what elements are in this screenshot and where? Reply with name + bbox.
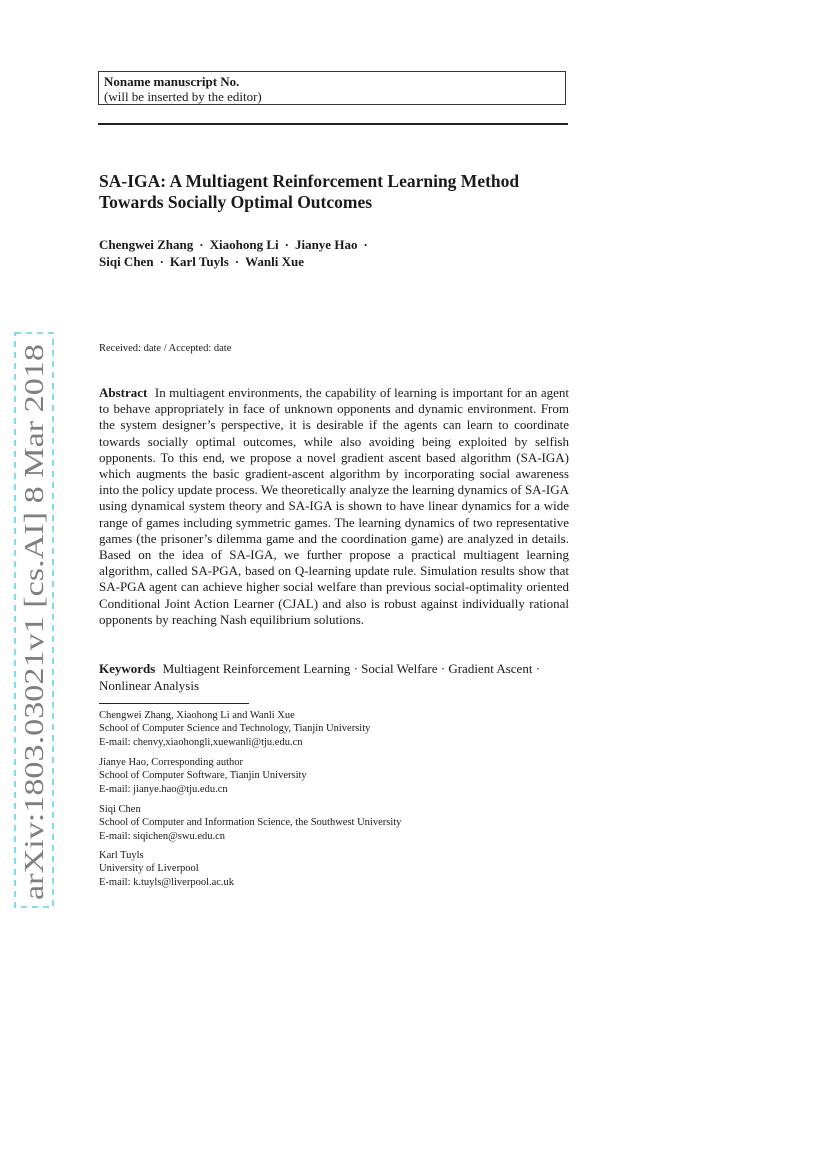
keyword: Social Welfare — [361, 661, 438, 676]
affiliation-institution: School of Computer Science and Technology, Tianjin University — [99, 723, 371, 735]
author-name: Wanli Xue — [245, 254, 305, 269]
affiliation-block — [99, 709, 569, 749]
header-rule — [98, 123, 568, 125]
author-name: Xiaohong Li — [209, 237, 279, 252]
author-separator: · — [234, 254, 240, 269]
keyword-separator: · — [440, 661, 446, 676]
affiliation-email: E-mail: chenvy,xiaohongli,xuewanli@tju.edu.cn — [99, 736, 303, 748]
arxiv-stamp-graphic — [12, 330, 56, 910]
affiliation-names: Chengwei Zhang, Xiaohong Li and Wanli Xue — [99, 710, 295, 721]
manuscript-number-label: Noname manuscript No. — [104, 74, 240, 89]
keyword-separator: · — [535, 661, 541, 676]
arxiv-stamp — [12, 330, 56, 910]
affiliation-email: E-mail: jianye.hao@tju.edu.cn — [99, 783, 228, 795]
affiliation-institution: University of Liverpool — [99, 863, 199, 875]
affiliation-names: Jianye Hao, Corresponding author — [99, 757, 244, 768]
author-separator: · — [159, 254, 164, 269]
author-name: Karl Tuyls — [169, 254, 229, 269]
affiliation-block — [99, 849, 569, 889]
abstract-text: In multiagent environments, the capability of learning is important for an agent to behave appropriately in face of unknown opponents and dynamic environment. From the system designer’s perspective, it is desirable if the agents can learn to coordinate towards socially optimal outcomes, while also avoiding being exploited by selfish opponents. To this end, we propose a novel gradient ascent based algorithm (SA-IGA) which augments the basic gradient-ascent algorithm by incorporating social awareness into the policy update process. We theoretically analyze the learning dynamics of SA-IGA using dynamical system theory and SA-IGA is shown to have linear dynamics for a wide range of games including symmetric games. The learning dynamics of two representative games (the prisoner’s dilemma game and the coordination game) are analyzed in details. Based on the idea of SA-IGA, we further propose a practical multiagent learning algorithm, called SA-PGA, based on Q-learning update rule. Simulation results show that SA-PGA agent can achieve higher social welfare than previous social-optimality oriented Conditional Joint Action Learner (CJAL) and also is robust against individually rational opponents by reaching Nash equilibrium solutions. — [99, 385, 569, 627]
paper-title-line-1: SA-IGA: A Multiagent Reinforcement Learning Method — [99, 171, 520, 191]
affiliation-institution: School of Computer and Information Science, the Southwest University — [99, 817, 402, 829]
affiliation-email: E-mail: k.tuyls@liverpool.ac.uk — [99, 876, 235, 888]
author-separator: · — [199, 237, 204, 252]
affiliation-names: Siqi Chen — [99, 804, 141, 815]
author-name: Jianye Hao — [294, 237, 358, 252]
keywords — [99, 661, 569, 694]
paper-title-line-2: Towards Socially Optimal Outcomes — [99, 192, 373, 212]
author-line-2 — [99, 253, 579, 270]
keywords-heading: Keywords — [99, 661, 156, 676]
author-name: Chengwei Zhang — [99, 237, 194, 252]
affiliation-names: Karl Tuyls — [99, 850, 144, 861]
keyword: Gradient Ascent — [448, 661, 533, 676]
affiliation-institution: School of Computer Software, Tianjin University — [99, 770, 307, 782]
author-separator: · — [363, 237, 368, 252]
received-accepted-date: Received: date / Accepted: date — [99, 343, 232, 354]
author-list — [99, 236, 579, 270]
abstract — [99, 385, 569, 628]
author-separator: · — [284, 237, 289, 252]
author-line-1 — [99, 236, 579, 253]
keyword-separator: · — [353, 661, 358, 676]
affiliation-block — [99, 803, 569, 843]
paper-title — [99, 171, 579, 213]
affiliation-block — [99, 756, 569, 796]
editor-note: (will be inserted by the editor) — [104, 89, 262, 104]
abstract-heading: Abstract — [99, 385, 148, 400]
footnote-rule — [99, 703, 249, 704]
author-name: Siqi Chen — [99, 254, 154, 269]
arxiv-stamp-text: arXiv:1803.03021v1 [cs.AI] 8 Mar 2018 — [19, 460, 49, 900]
affiliation-email: E-mail: siqichen@swu.edu.cn — [99, 830, 226, 842]
keyword: Multiagent Reinforcement Learning — [162, 661, 351, 676]
keyword: Nonlinear Analysis — [99, 677, 200, 693]
manuscript-number-box — [98, 71, 566, 105]
